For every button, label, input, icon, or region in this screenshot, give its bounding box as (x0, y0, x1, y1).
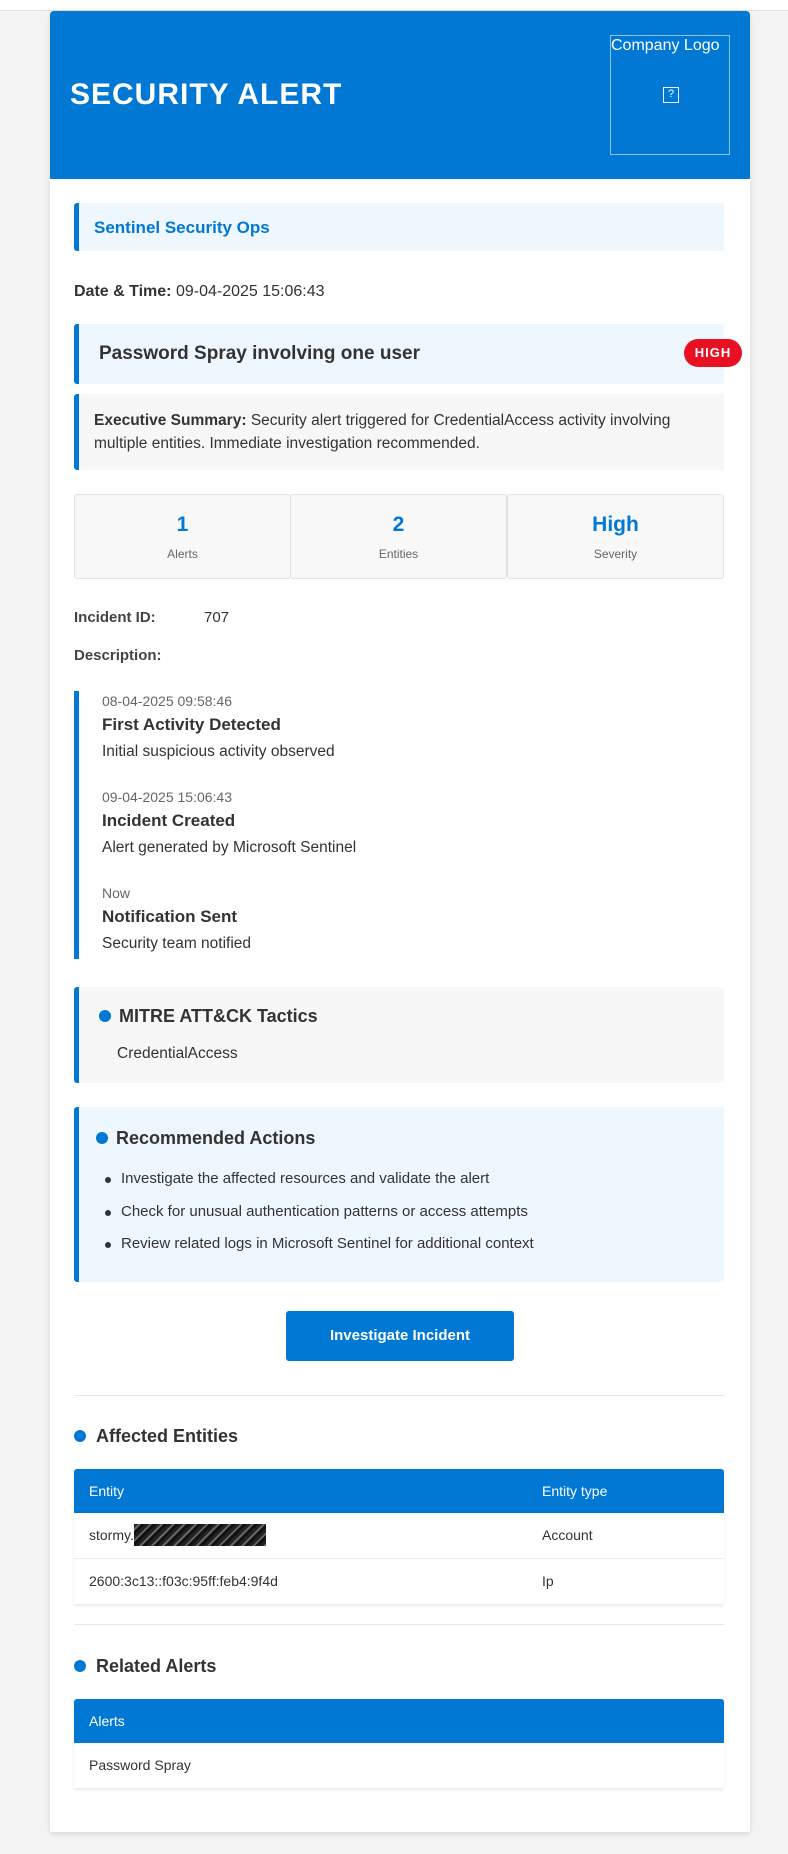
redacted-block (134, 1524, 266, 1546)
entity-cell (89, 1527, 266, 1546)
table-row (74, 1559, 724, 1605)
incident-title: Password Spray involving one user (99, 343, 420, 364)
incident-title-banner (74, 324, 732, 384)
bullet-dot-icon (74, 1430, 86, 1442)
related-alerts-table (74, 1699, 724, 1789)
investigate-incident-button[interactable]: Investigate Incident (286, 1311, 514, 1361)
timeline-title: Notification Sent (102, 907, 238, 926)
stat-value: 1 (176, 513, 189, 536)
card-footer-edge (50, 1832, 750, 1833)
timeline-item (102, 789, 356, 857)
entity-cell: 2600:3c13::f03c:95ff:feb4:9f4d (89, 1573, 278, 1589)
timeline-time: Now (102, 885, 131, 901)
affected-entities-title: Affected Entities (96, 1426, 239, 1446)
executive-summary-body: Security alert triggered for CredentialAccess activity involving multiple entities. Immediate investigation recommended. (94, 412, 671, 452)
incident-id-label: Incident ID: (74, 609, 156, 626)
section-divider (74, 1624, 724, 1625)
description-label: Description: (74, 647, 162, 664)
bullet-dot-icon (74, 1660, 86, 1672)
section-divider (74, 1395, 724, 1396)
stat-value: High (592, 513, 639, 536)
column-header-entity-type: Entity type (542, 1483, 608, 1499)
mitre-tactics (74, 987, 724, 1083)
date-time (74, 283, 325, 301)
timeline-time: 09-04-2025 15:06:43 (102, 789, 232, 805)
timeline-desc: Initial suspicious activity observed (102, 743, 335, 760)
company-logo (610, 35, 730, 155)
stats-row (74, 494, 724, 579)
table-row (74, 1743, 724, 1789)
timeline-item (102, 693, 335, 761)
entity-value: stormy. (89, 1527, 134, 1544)
date-time-value: 09-04-2025 15:06:43 (175, 283, 325, 300)
timeline-time: 08-04-2025 09:58:46 (102, 693, 232, 709)
stat-value: 2 (392, 513, 405, 536)
incident-id-value: 707 (204, 609, 230, 626)
alert-email-card (50, 11, 750, 1833)
executive-summary (74, 394, 724, 470)
table-header (74, 1469, 724, 1513)
date-time-label: Date & Time: (74, 283, 172, 300)
company-logo-alt-text: Company Logo (611, 37, 720, 54)
alert-header (50, 11, 750, 179)
executive-summary-label: Executive Summary: (94, 412, 247, 429)
recommended-title: Recommended Actions (116, 1128, 316, 1148)
bullet-dot-icon (96, 1132, 108, 1144)
header-title: SECURITY ALERT (70, 78, 343, 111)
team-banner (74, 203, 724, 251)
stat-label: Entities (378, 547, 419, 561)
column-header-entity: Entity (89, 1483, 125, 1499)
related-alerts-title: Related Alerts (96, 1656, 217, 1676)
column-header-alerts: Alerts (89, 1713, 125, 1729)
recommended-item: Check for unusual authentication patterns or access attempts (121, 1203, 528, 1220)
incident-timeline (74, 691, 724, 959)
team-name: Sentinel Security Ops (94, 218, 270, 237)
table-header (74, 1699, 724, 1743)
executive-summary-text (94, 409, 714, 455)
mitre-tactic: CredentialAccess (117, 1045, 238, 1062)
recommended-actions (74, 1107, 724, 1282)
broken-image-icon: ? (663, 87, 679, 103)
recommended-item: Review related logs in Microsoft Sentinel for additional context (121, 1235, 534, 1252)
severity-badge: HIGH (684, 339, 742, 367)
table-row (74, 1513, 724, 1559)
timeline-title: First Activity Detected (102, 715, 281, 734)
entity-type-cell: Ip (542, 1573, 554, 1589)
entity-type-cell: Account (542, 1527, 593, 1543)
stat-label: Alerts (167, 547, 198, 561)
timeline-title: Incident Created (102, 811, 236, 830)
affected-entities-table (74, 1469, 724, 1605)
recommended-item: Investigate the affected resources and validate the alert (121, 1170, 490, 1187)
stat-entities (290, 494, 507, 579)
timeline-desc: Alert generated by Microsoft Sentinel (102, 839, 357, 856)
stat-alerts (74, 494, 291, 579)
mitre-title: MITRE ATT&CK Tactics (119, 1006, 318, 1026)
top-strip (0, 0, 788, 11)
alert-cell: Password Spray (89, 1757, 191, 1773)
timeline-desc: Security team notified (102, 935, 252, 952)
timeline-item (102, 885, 251, 953)
stat-label: Severity (593, 547, 638, 561)
stat-severity (507, 494, 724, 579)
bullet-dot-icon (99, 1010, 111, 1022)
